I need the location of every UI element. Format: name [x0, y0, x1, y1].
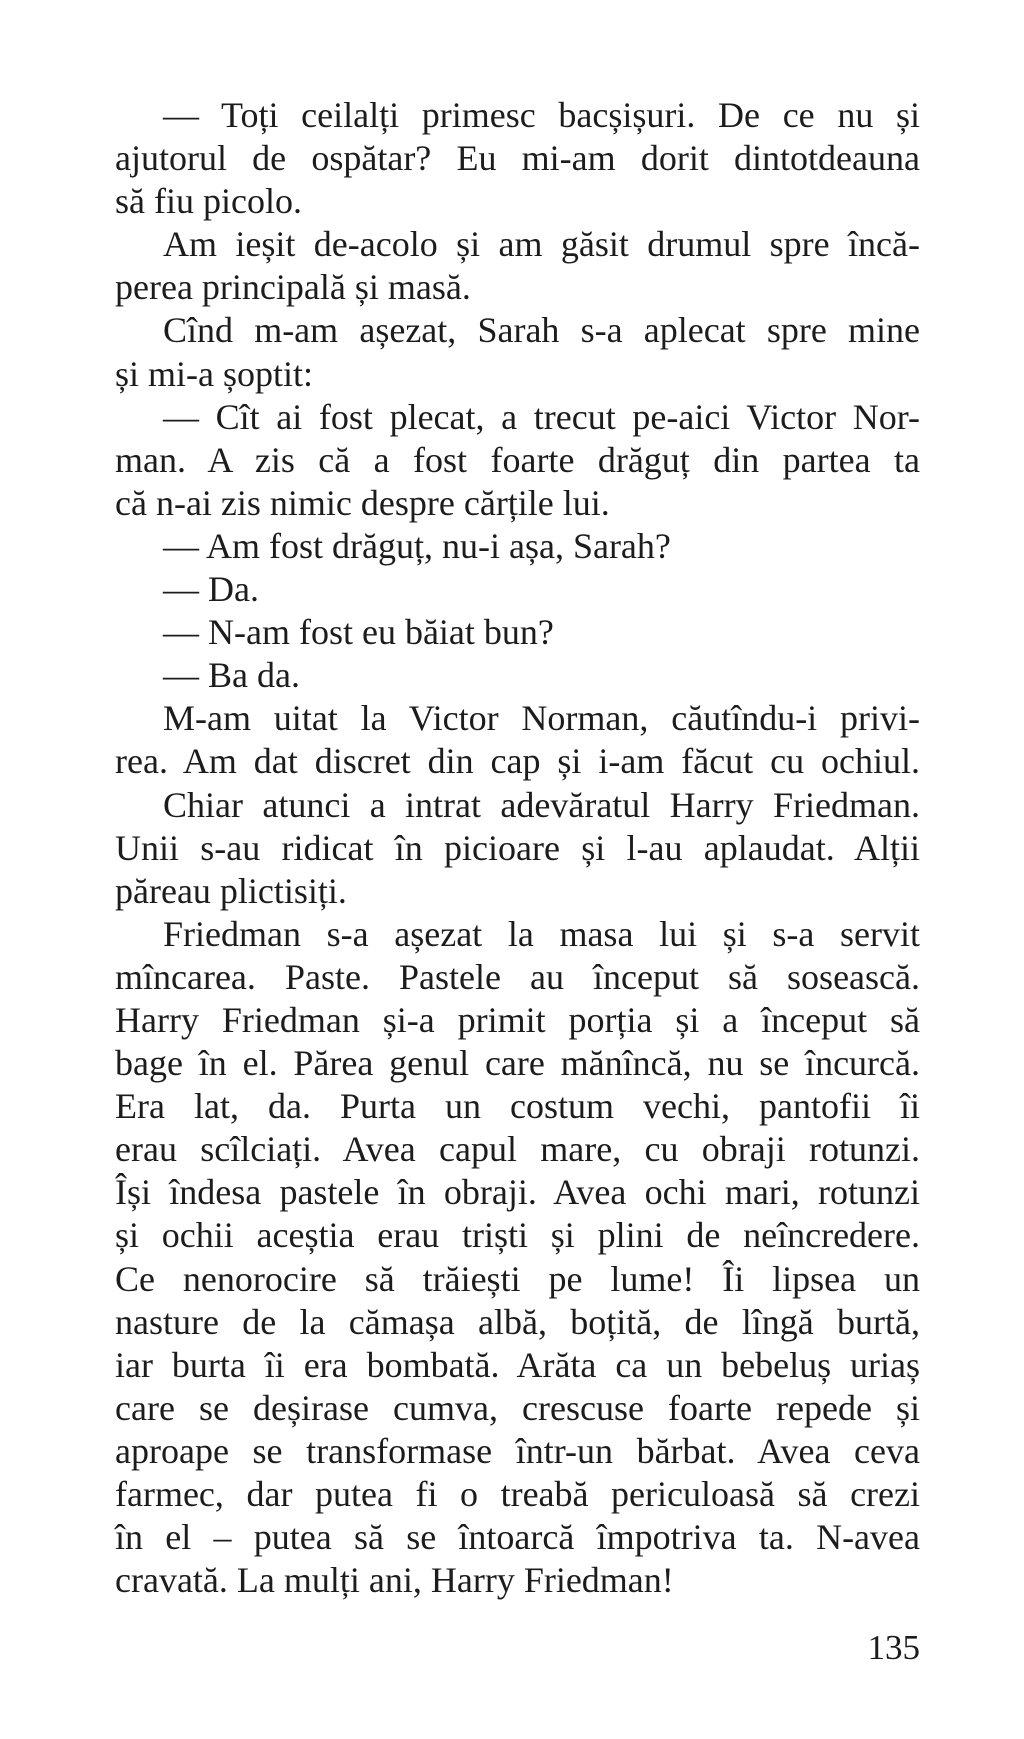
text-line: iar burta îi era bombată. Arăta ca un bebeluș uriaș: [115, 1344, 920, 1385]
text-line: care se deșirase cumva, crescuse foarte repede și: [115, 1387, 920, 1428]
text-line: în el – putea să se întoarcă împotriva ta. N-avea: [115, 1517, 920, 1558]
text-line: Chiar atunci a intrat adevăratul Harry Friedman.: [163, 784, 920, 825]
text-line: Friedman s-a așezat la masa lui și s-a servit: [163, 913, 920, 954]
text-line: să fiu picolo.: [115, 181, 302, 222]
text-line: că n-ai zis nimic despre cărțile lui.: [115, 482, 610, 523]
text-line: Am ieșit de-acolo și am găsit drumul spre încă-: [163, 224, 920, 265]
text-line: farmec, dar putea fi o treabă periculoasă să crezi: [115, 1474, 920, 1514]
text-line: cravată. La mulți ani, Harry Friedman!: [115, 1560, 674, 1601]
text-line: — N-am fost eu băiat bun?: [163, 612, 554, 653]
text-line: — Ba da.: [163, 655, 300, 696]
text-line: Ce nenorocire să trăiești pe lume! Îi lipsea un: [115, 1258, 920, 1299]
text-line: și ochii aceștia erau triști și plini de neîncredere.: [115, 1215, 920, 1256]
page-number: 135: [867, 1628, 920, 1667]
text-line: man. A zis că a fost foarte drăguț din partea ta: [115, 439, 920, 480]
text-line: nasture de la cămașa albă, boțită, de lîngă burtă,: [115, 1301, 920, 1342]
text-line: ajutorul de ospătar? Eu mi-am dorit dintotdeauna: [115, 138, 920, 179]
text-line: — Toți ceilalți primesc bacșișuri. De ce nu și: [163, 95, 920, 135]
text-line: erau scîlciați. Avea capul mare, cu obraji rotunzi.: [115, 1129, 920, 1170]
text-line: — Da.: [163, 569, 259, 610]
text-line: rea. Am dat discret din cap și i-am făcut cu ochiul.: [115, 741, 920, 782]
text-line: bage în el. Părea genul care mănîncă, nu se încurcă.: [115, 1043, 920, 1084]
text-line: mîncarea. Paste. Pastele au început să sosească.: [115, 956, 920, 997]
text-line: Unii s-au ridicat în picioare și l-au aplaudat. Alții: [115, 827, 920, 868]
text-line: M-am uitat la Victor Norman, căutîndu-i privi-: [163, 698, 920, 739]
text-line: Harry Friedman și-a primit porția și a început să: [115, 999, 920, 1040]
text-line: perea principală și masă.: [115, 267, 471, 308]
text-line: — Am fost drăguț, nu-i așa, Sarah?: [163, 525, 671, 566]
text-line: Cînd m-am așezat, Sarah s-a aplecat spre mine: [163, 310, 920, 351]
text-line: Își îndesa pastele în obraji. Avea ochi mari, rotunzi: [115, 1172, 920, 1213]
text-line: — Cît ai fost plecat, a trecut pe-aici Victor Nor-: [163, 396, 920, 437]
text-line: și mi-a șoptit:: [115, 353, 313, 394]
text-line: Era lat, da. Purta un costum vechi, pantofii îi: [115, 1086, 920, 1127]
page-text: [115, 94, 920, 1602]
text-line: păreau plictisiți.: [115, 870, 347, 911]
text-line: aproape se transformase într-un bărbat. Avea ceva: [115, 1430, 920, 1471]
